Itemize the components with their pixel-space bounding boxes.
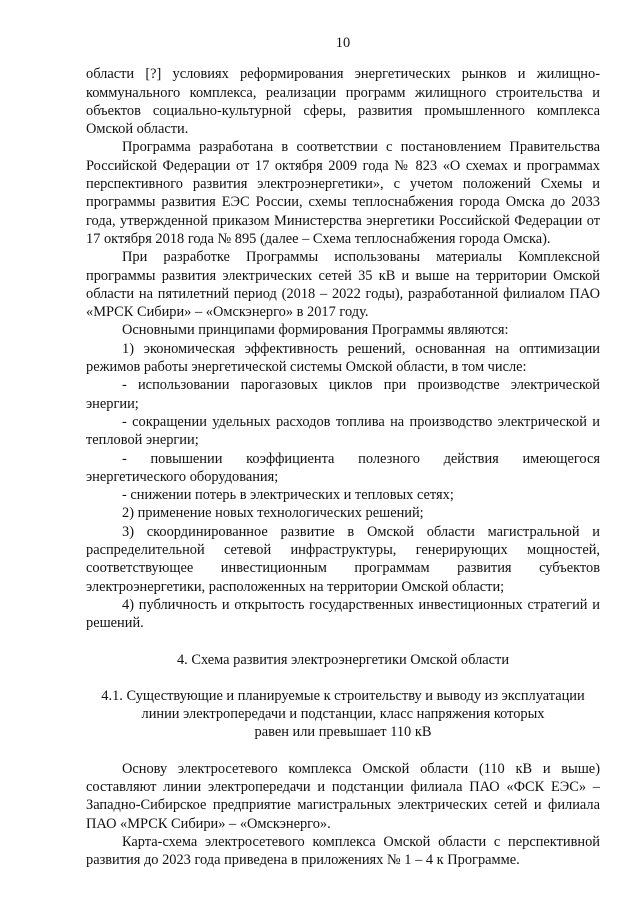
paragraph-intro-continuation: области [?] условиях реформирования энергетических рынков и жилищно-коммунального комплекса, реализации программ жилищного строительства и объектов социально-культурной сферы, развития промышленного комплекса Омской области. (86, 66, 600, 138)
paragraph-principles-intro: Основными принципами формирования Программы являются: (122, 322, 509, 339)
principle-item: 2) применение новых технологических решений; (122, 505, 424, 522)
page-number: 10 (335, 35, 351, 51)
subsection-heading (86, 687, 600, 742)
principle-subitem: - использовании парогазовых циклов при производстве электрической энергии; (86, 377, 600, 412)
principle-item: 1) экономическая эффективность решений, основанная на оптимизации режимов работы энергетической системы Омской области, в том числе: (86, 340, 600, 376)
principle-subitem: - снижении потерь в электрических и тепловых сетях; (122, 487, 454, 504)
subsection-heading-line: 4.1. Существующие и планируемые к строительству и выводу из эксплуатации (101, 687, 585, 704)
section-heading: 4. Схема развития электроэнергетики Омской области (176, 651, 510, 668)
paragraph-grid-basis: Основу электросетевого комплекса Омской области (110 кВ и выше) составляют линии электропередачи и подстанции филиала ПАО «ФСК ЕЭС» – Западно-Сибирское предприятие магистральных электрических сетей и филиала ПАО «МРСК Сибири» – «Омскэнерго». (86, 760, 600, 832)
subsection-heading-line: равен или превышает 110 кВ (254, 724, 432, 741)
principle-item: 4) публичность и открытость государственных инвестиционных стратегий и решений. (86, 596, 600, 632)
principle-subitem: - сокращении удельных расходов топлива на производство электрической и тепловой энергии; (86, 413, 600, 449)
subsection-heading-line: линии электропередачи и подстанции, класс напряжения которых (141, 706, 545, 723)
principle-subitem: - повышении коэффициента полезного действия имеющегося энергетического оборудования; (86, 450, 600, 485)
paragraph-map-scheme: Карта-схема электросетевого комплекса Омской области с перспективной развития до 2023 года приведена в приложениях № 1 – 4 к Программе. (86, 833, 600, 869)
paragraph-program-basis: Программа разработана в соответствии с постановлением Правительства Российской Федерации от 17 октября 2009 года № 823 «О схемах и программах перспективного развития электроэнергетики», с учетом положений Схемы и программы развития ЕЭС России, схемы теплоснабжения города Омска до 2033 года, утвержденной приказом Министерства энергетики Российской Федерации от 17 октября 2018 года № 895 (далее – Схема теплоснабжения города Омска). (86, 139, 600, 247)
document-page (86, 34, 600, 869)
principle-item: 3) скоординированное развитие в Омской области магистральной и распределительной сетевой инфраструктуры, генерирующих мощностей, соответствующее инвестиционным программам развития субъектов электроэнергетики, расположенных на территории Омской области; (86, 523, 600, 595)
principles-list (86, 340, 600, 633)
paragraph-materials-used: При разработке Программы использованы материалы Комплексной программы развития электрических сетей 35 кВ и выше на территории Омской области на пятилетний период (2018 – 2022 годы), разработанной филиалом ПАО «МРСК Сибири» – «Омскэнерго» в 2017 году. (86, 249, 600, 321)
